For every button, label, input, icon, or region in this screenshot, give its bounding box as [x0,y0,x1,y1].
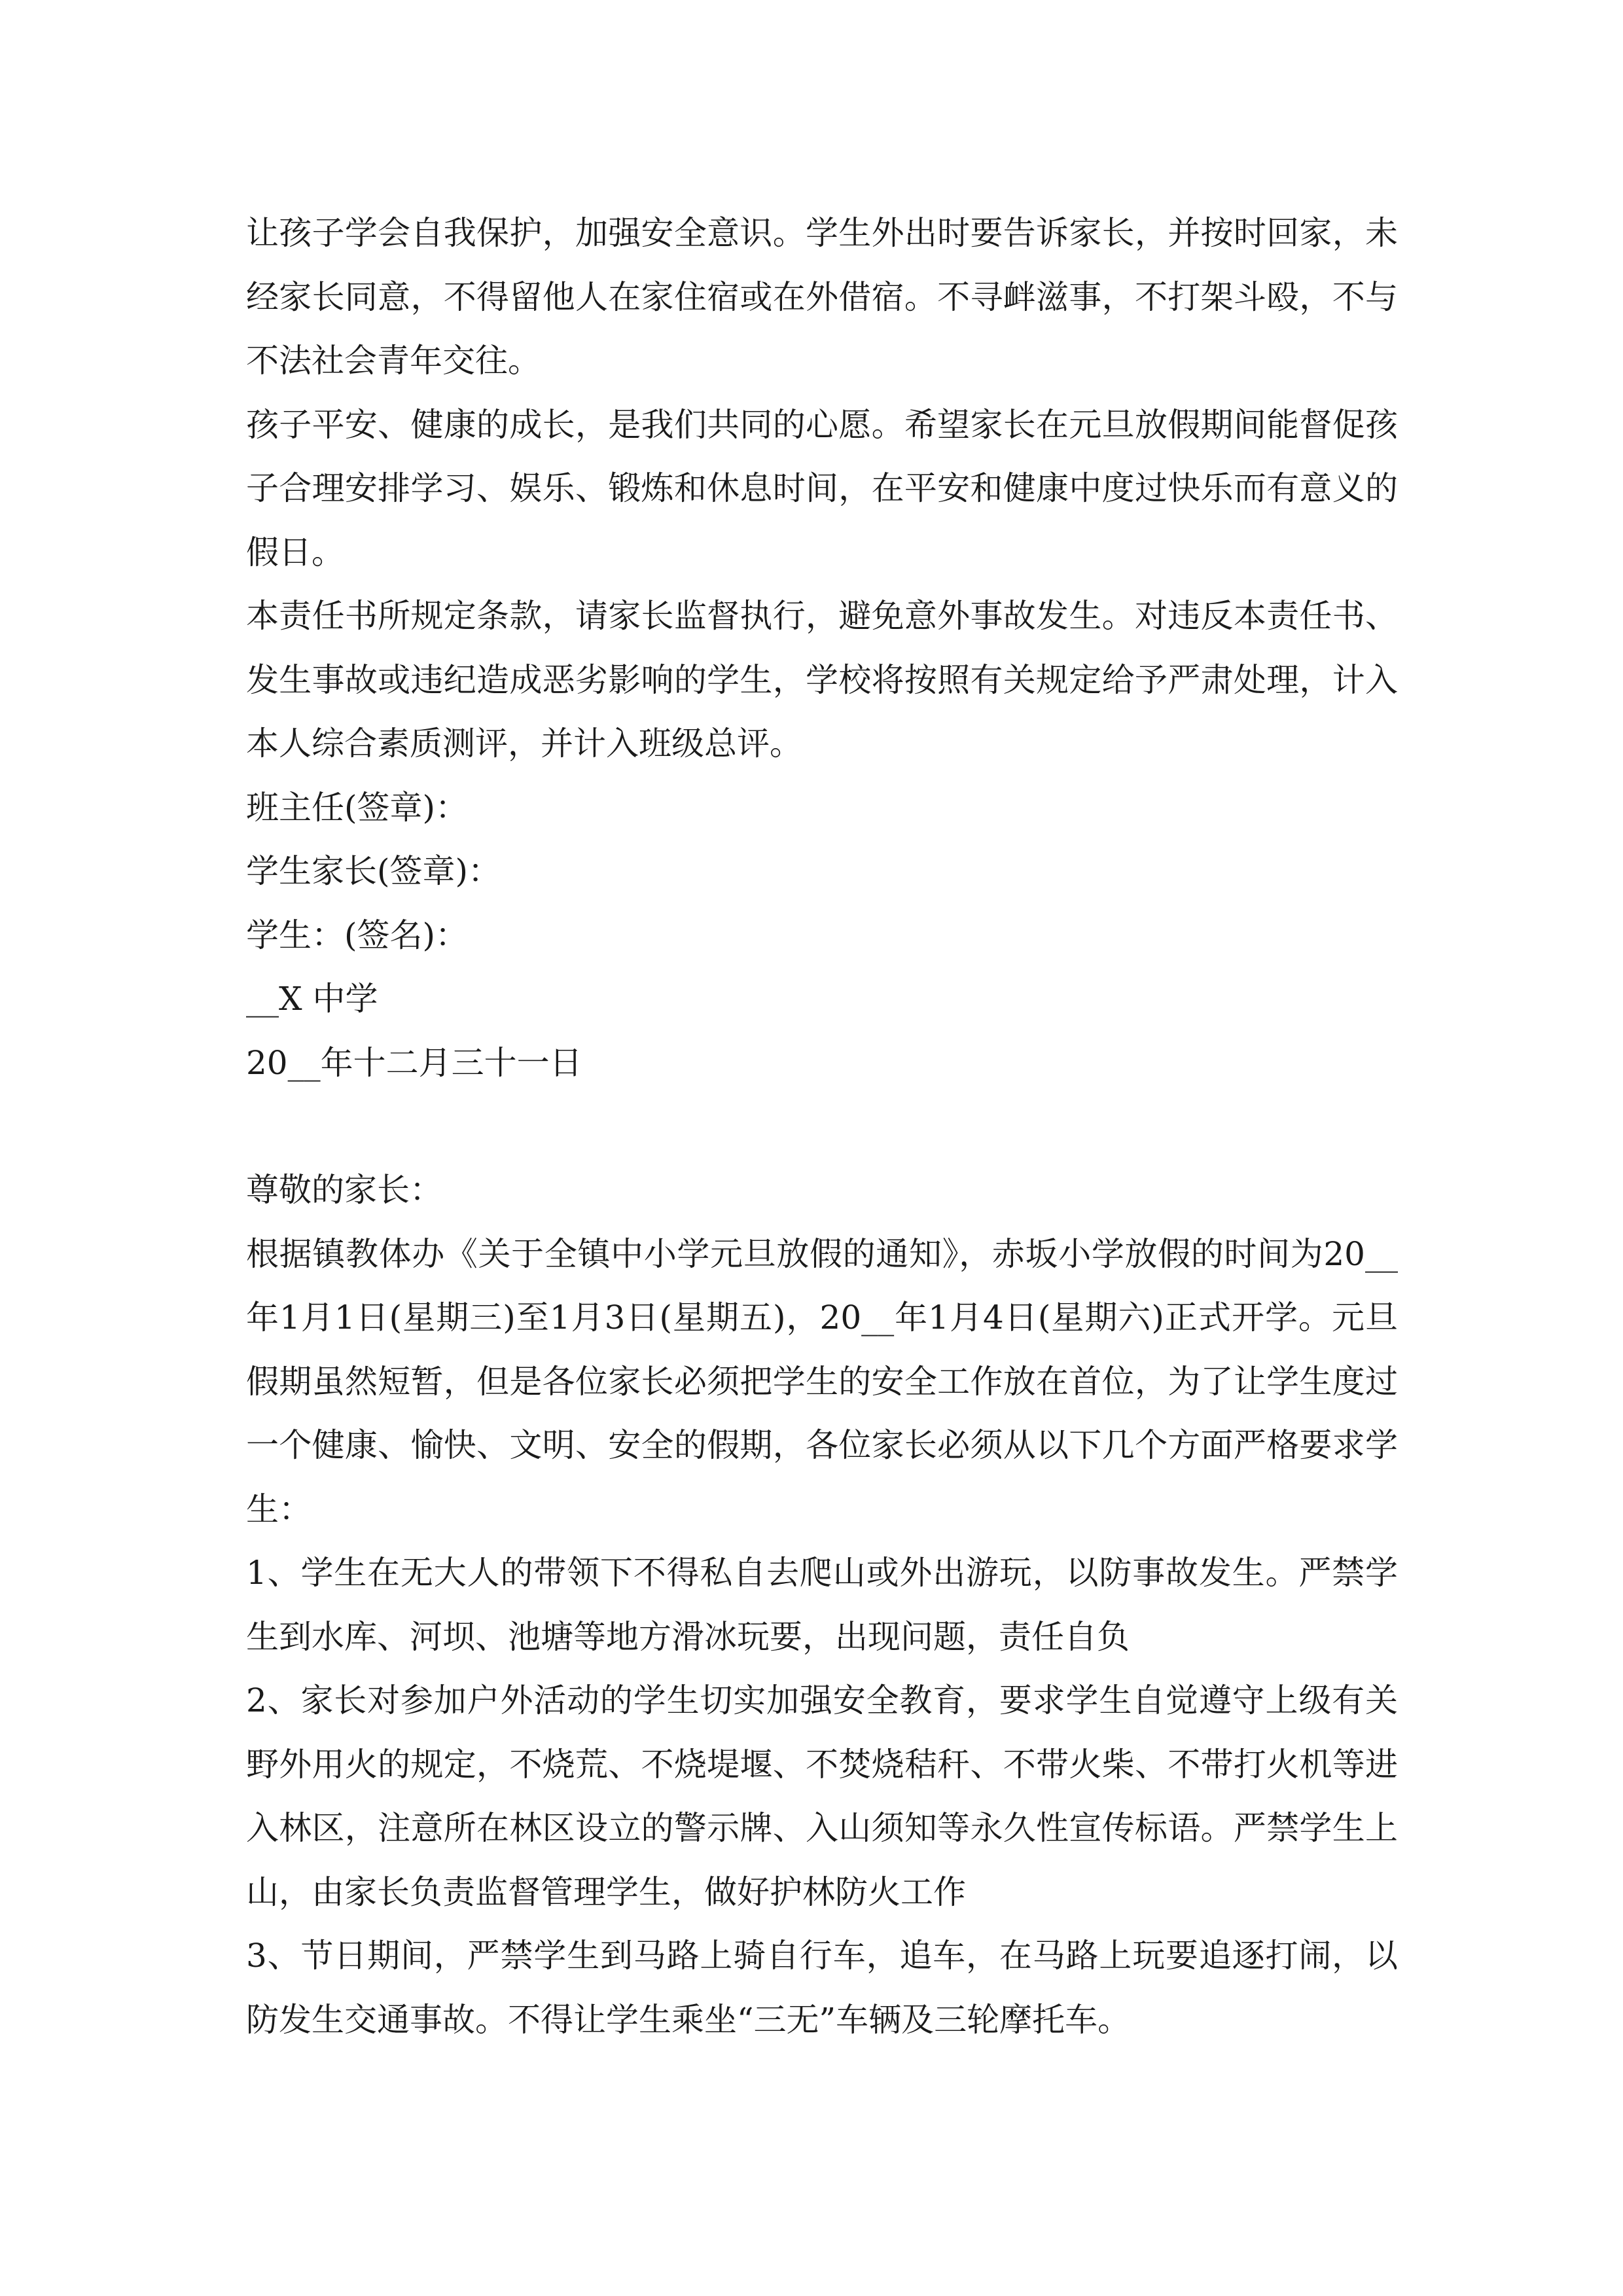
signature-student: 学生：(签名)： [246,916,469,954]
rule-item-2: 2、家长对参加户外活动的学生切实加强安全教育，要求学生自觉遵守上级有关野外用火的规定，不烧荒、不烧堤堰、不焚烧秸秆、不带火柴、不带打火机等进入林区，注意所在林区设立的警示牌、入山须知等永久性宣传标语。严禁学生上山，由家长负责监督管理学生，做好护林防火工作 [246,1681,1398,1911]
paragraph-holiday-notice: 根据镇教体办《关于全镇中小学元旦放假的通知》，赤坂小学放假的时间为20__年1月1日(星期三)至1月3日(星期五)，20__年1月4日(星期六)正式开学。元旦假期虽然短暂，但是各位家长必须把学生的安全工作放在首位，为了让学生度过一个健康、愉快、文明、安全的假期，各位家长必须从以下几个方面严格要求学生： [246,1234,1398,1528]
paragraph-safe-growth: 孩子平安、健康的成长，是我们共同的心愿。希望家长在元旦放假期间能督促孩子合理安排学习、娱乐、锻炼和休息时间，在平安和健康中度过快乐而有意义的假日。 [246,405,1398,571]
paragraph-self-protection: 让孩子学会自我保护，加强安全意识。学生外出时要告诉家长，并按时回家，未经家长同意，不得留他人在家住宿或在外借宿。不寻衅滋事，不打架斗殴，不与不法社会青年交往。 [246,214,1398,380]
document-body [246,202,1398,2052]
signature-parent: 学生家长(签章)： [246,852,501,890]
document-date: 20__年十二月三十一日 [246,1043,582,1082]
rule-item-3: 3、节日期间，严禁学生到马路上骑自行车，追车，在马路上玩要追逐打闹，以防发生交通事故。不得让学生乘坐“三无”车辆及三轮摩托车。 [246,1937,1398,2039]
rule-item-1: 1、学生在无大人的带领下不得私自去爬山或外出游玩，以防事故发生。严禁学生到水库、河坝、池塘等地方滑冰玩要，出现问题，责任自负 [246,1554,1398,1656]
signature-teacher: 班主任(签章)： [246,788,469,827]
paragraph-responsibility: 本责任书所规定条款，请家长监督执行，避免意外事故发生。对违反本责任书、发生事故或违纪造成恶劣影响的学生，学校将按照有关规定给予严肃处理，计入本人综合素质测评，并计入班级总评。 [246,597,1398,762]
section-spacer [246,1095,1398,1158]
letter-greeting: 尊敬的家长： [246,1171,442,1209]
school-name: __X 中学 [246,980,378,1018]
